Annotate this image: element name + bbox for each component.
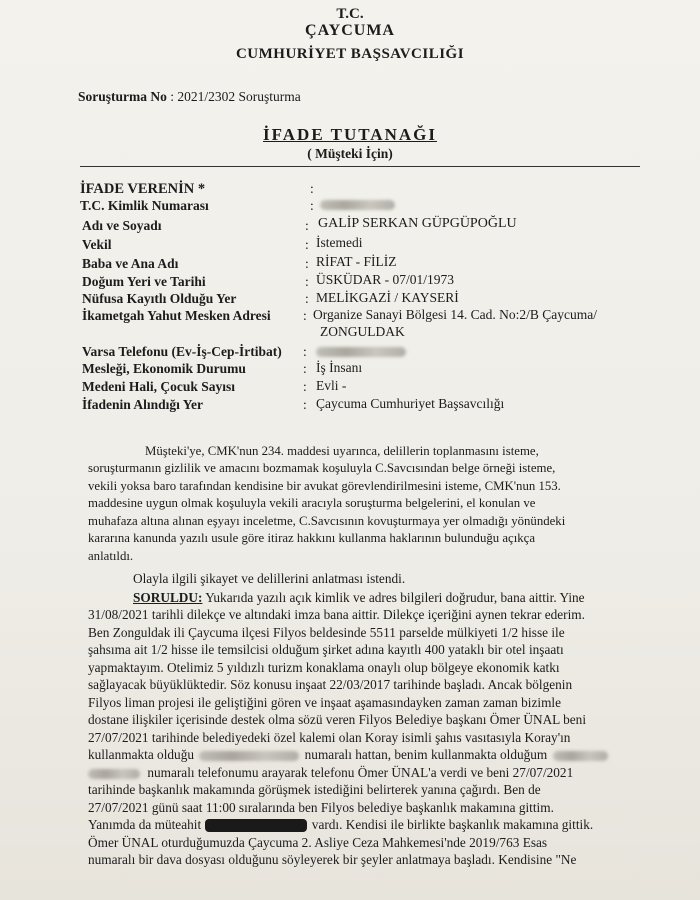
header-tc: T.C. [336, 6, 364, 22]
title-divider [80, 166, 640, 167]
value-ikametgah: Organize Sanayi Bölgesi 14. Cad. No:2/B Çaycuma/ [313, 307, 597, 322]
redaction-blur [320, 200, 395, 210]
document-subtitle: ( Müşteki İçin) [307, 146, 393, 161]
field-label: Vekil [82, 237, 112, 252]
field-label: İfadenin Alındığı Yer [82, 397, 204, 412]
statement-line: vardı. Kendisi ile birlikte başkanlık makamına gittik. [311, 817, 594, 832]
statement-line: Ben Zonguldak ili Çaycuma ilçesi Filyos beldesinde 5511 parselde mülkiyeti 1/2 hisse ile [88, 625, 565, 640]
investigation-number [78, 89, 301, 105]
intro-line: kararına kanunda yazılı usule göre itiraz hakkını kullanma haklarının bulunduğu açıkça [88, 531, 536, 545]
colon: : [310, 198, 314, 213]
statement-line: 27/07/2021 tarihinde belediyedeki özel kalemi olan Koray isimli şahıs vasıtasıyla Koray'ın [88, 730, 571, 745]
colon: : [303, 344, 307, 359]
header-office: CUMHURİYET BAŞSAVCILIĞI [235, 46, 465, 62]
field-label: Baba ve Ana Adı [82, 256, 179, 271]
value-dogum: ÜSKÜDAR - 07/01/1973 [316, 272, 455, 287]
statement-line: şahsıma ait 1/2 hisse ile temsilcisi olduğum şirket adına kayıtlı 400 yataklı bir otel inşaatı [88, 642, 564, 657]
intro-line: soruşturmanın gizlilik ve amacını bozmamak koşuluyla C.Savcısından belge örneği isteme, [88, 461, 556, 475]
statement-line: Filyos liman projesi ile geliştiğini gören ve inşaat aşamasındayken zaman zaman bizimle [88, 695, 562, 710]
field-label: İFADE VERENİN * [80, 181, 206, 197]
statement-line-with-redaction [88, 747, 608, 763]
colon: : [303, 361, 307, 376]
colon: : [303, 397, 307, 412]
request-line: Olayla ilgili şikayet ve delillerini anlatması istendi. [133, 571, 406, 586]
investigation-label: Soruşturma No [78, 89, 167, 104]
colon: : [305, 274, 309, 289]
colon: : [303, 379, 307, 394]
statement-first-line [133, 590, 585, 606]
statement-line: numaralı hattan, benim kullanmakta olduğum [304, 747, 548, 762]
field-label: Mesleği, Ekonomik Durumu [82, 361, 246, 376]
value-baba-ana: RİFAT - FİLİZ [316, 254, 397, 269]
header-city: ÇAYCUMA [305, 22, 395, 39]
value-ikametgah-line2: ZONGULDAK [320, 324, 405, 339]
colon: : [305, 218, 309, 233]
intro-line: anlatıldı. [88, 549, 134, 563]
statement-line: kullanmakta olduğu [88, 747, 194, 762]
field-label: T.C. Kimlik Numarası [80, 198, 209, 213]
field-label: Doğum Yeri ve Tarihi [82, 274, 206, 289]
value-meslegi: İş İnsanı [316, 360, 363, 375]
redaction-blur [199, 751, 299, 761]
statement-line: Ömer ÜNAL oturduğumuzda Çaycuma 2. Asliye Ceza Mahkemesi'nde 2019/763 Esas [88, 835, 548, 850]
statement-line: sağlayacak büyüklüktedir. Söz konusu inşaat 22/03/2017 tarihinde başladı. Ancak bölgenin [88, 677, 573, 692]
intro-line: vekili yoksa baro tarafından kendisine bir avukat görevlendirilmesini isteme, CMK'nun 153. [88, 479, 561, 493]
statement-line: yapmaktayım. Otelimiz 5 yıldızlı turizm konaklama onaylı olup bölgeye ekonomik katkı [88, 660, 560, 675]
statement-line-with-redaction [88, 765, 573, 781]
field-label: Nüfusa Kayıtlı Olduğu Yer [82, 291, 237, 306]
colon: : [305, 291, 309, 306]
statement-line: numaralı bir dava dosyası olduğunu söyleyerek bir şeyler anlatmaya başladı. Kendisine "Ne [88, 852, 577, 867]
colon: : [303, 308, 307, 323]
colon: : [305, 237, 309, 252]
statement-line: numaralı telefonumu arayarak telefonu Ömer ÜNAL'a verdi ve beni 27/07/2021 [147, 765, 574, 780]
statement-label: SORULDU: [133, 590, 203, 605]
statement-line: tarihinde başkanlık makamında görüşmek istediğini belirterek yanına çağırdı. Ben de [88, 782, 541, 797]
redacted-phone-blur [316, 343, 406, 359]
statement-line: dostane ilişkiler içerisinde destek olma sözü veren Filyos Belediye başkanı Ömer ÜNAL beni [88, 712, 587, 727]
statement-line: 31/08/2021 tarihli dilekçe ve altındaki imza bana aittir. Dilekçe içeriğini aynen tekrar ederim. [88, 607, 585, 622]
statement-line: 27/07/2021 günü saat 11:00 sıralarında ben Filyos belediye başkanlık makamına gittim. [88, 800, 554, 815]
field-label: Medeni Hali, Çocuk Sayısı [82, 379, 236, 394]
value-alindigi: Çaycuma Cumhuriyet Başsavcılığı [316, 396, 505, 411]
value-nufus: MELİKGAZİ / KAYSERİ [316, 290, 459, 305]
document-title-text: İFADE TUTANAĞI [263, 125, 437, 144]
statement-line: Yukarıda yazılı açık kimlik ve adres bilgileri doğrudur, bana aittir. Yine [202, 590, 585, 605]
field-label: İkametgah Yahut Mesken Adresi [82, 308, 271, 323]
colon: : [305, 256, 309, 271]
investigation-value: : 2021/2302 Soruşturma [170, 89, 301, 104]
redaction-black [205, 819, 307, 832]
value-vekil: İstemedi [316, 235, 363, 250]
value-adi-soyadi: GALİP SERKAN GÜPGÜPOĞLU [318, 216, 517, 231]
redaction-blur [88, 769, 140, 779]
value-medeni: Evli - [316, 378, 347, 393]
redacted-id-blur [320, 196, 395, 212]
colon: : [310, 181, 314, 196]
intro-line: muhafaza altına alınan eşyayı inceletme, C.Savcısının kovuşturmaya yer olmadığı yönündeki [88, 514, 566, 528]
field-label: Adı ve Soyadı [82, 218, 162, 233]
intro-line: Müşteki'ye, CMK'nun 234. maddesi uyarınca, delillerin toplanmasını isteme, [145, 444, 539, 458]
statement-line-with-redaction [88, 817, 593, 833]
intro-line: maddesine uygun olmak koşuluyla vekili aracıyla soruşturma belgelerini, el konulan ve [88, 496, 536, 510]
field-label: Varsa Telefonu (Ev-İş-Cep-İrtibat) [82, 344, 282, 359]
document-title [0, 125, 700, 145]
statement-line: Yanımda da müteahit [88, 817, 202, 832]
redaction-blur [316, 347, 406, 357]
redaction-blur [553, 751, 608, 761]
